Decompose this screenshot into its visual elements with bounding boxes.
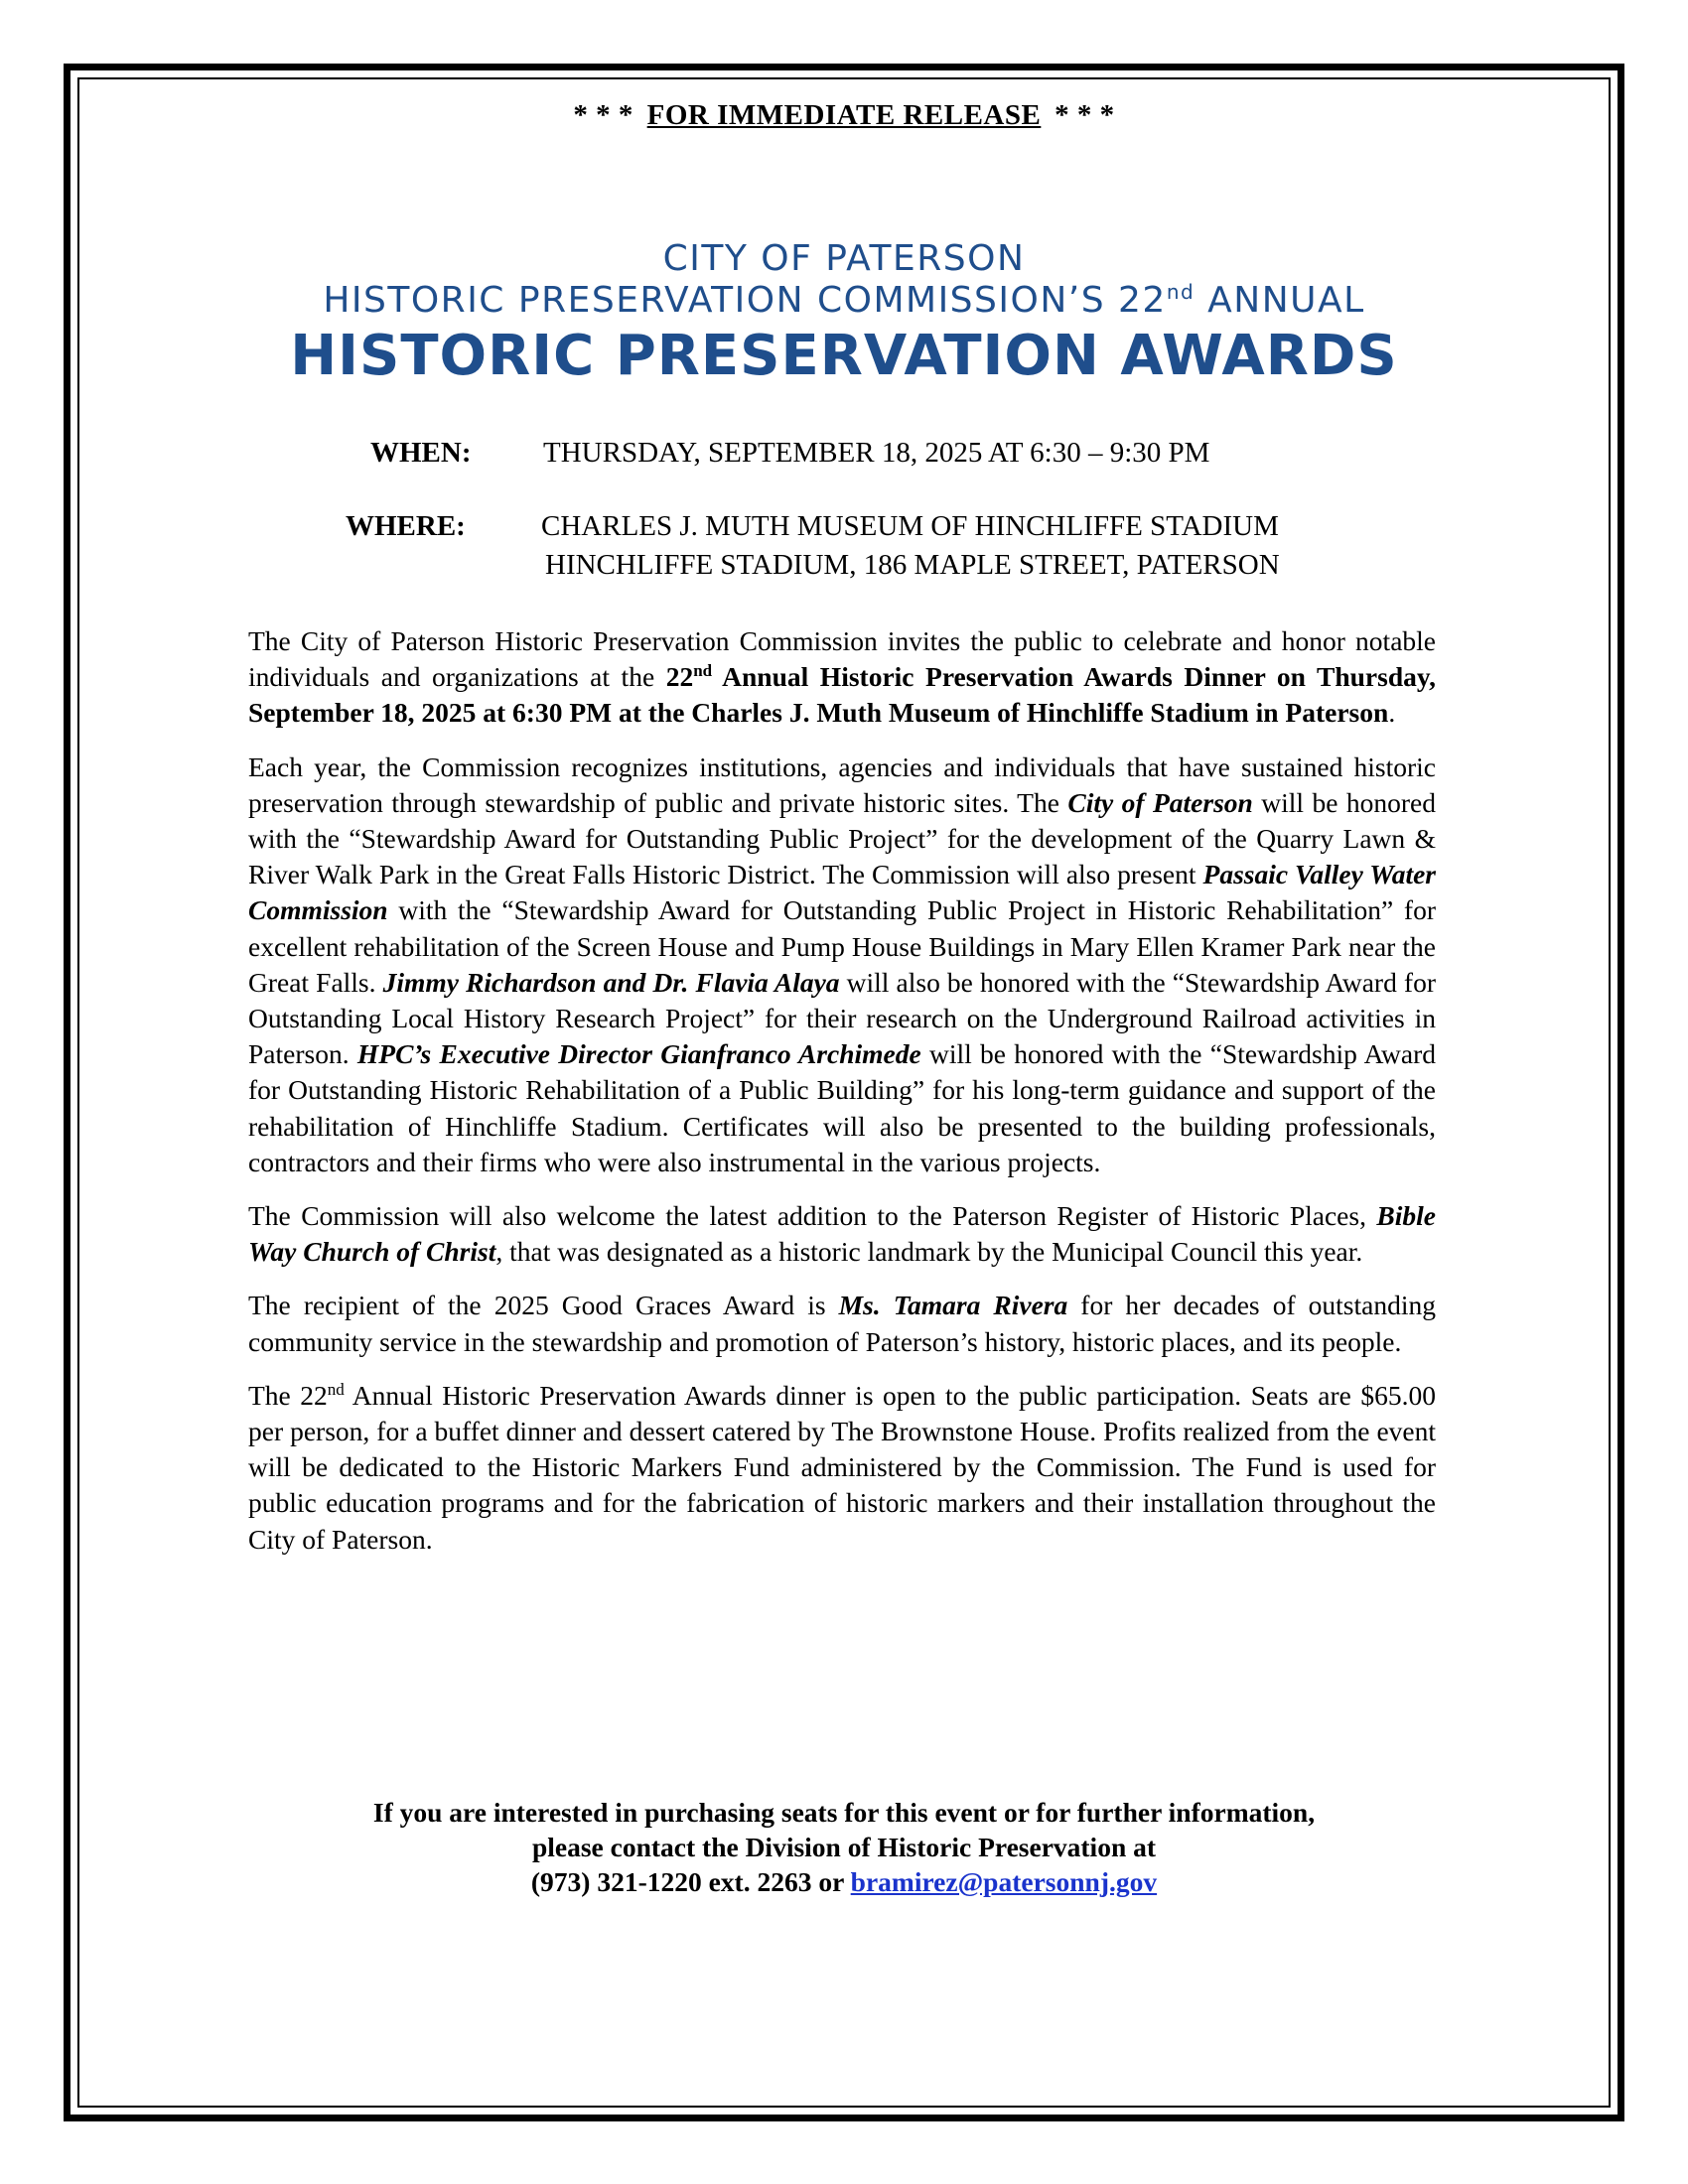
- where-label: WHERE:: [346, 510, 466, 542]
- title-commission-pre: HISTORIC PRESERVATION COMMISSION’S 22: [323, 280, 1167, 321]
- paragraph-invitation: The City of Paterson Historic Preservation Commission invites the public to celebrate and honor notable individuals and organizations at the 22nd Annual Historic Preservation Awards Dinner on Thursday, September 18, 2025 at 6:30 PM at the Charles J. Muth Museum of Hinchliffe Stadium in Paterson.: [248, 625, 1436, 729]
- honoree-pvwc: Passaic Valley Water Commission: [248, 859, 1436, 926]
- title-commission: [0, 280, 1688, 322]
- title-city: CITY OF PATERSON: [662, 238, 1026, 279]
- contact-email-link[interactable]: bramirez@patersonnj.gov: [850, 1866, 1158, 1897]
- contact-phone: (973) 321-1220 ext. 2263 or: [530, 1866, 851, 1897]
- title-awards: HISTORIC PRESERVATION AWARDS: [290, 324, 1398, 388]
- honoree-director: HPC’s Executive Director Gianfranco Archimede: [356, 1038, 921, 1070]
- where-line-2: HINCHLIFFE STADIUM, 186 MAPLE STREET, PATERSON: [545, 549, 1280, 581]
- when-label: WHEN:: [370, 437, 472, 469]
- contact-block: [0, 1795, 1688, 1899]
- body-text: [248, 623, 1436, 1575]
- where-line-1: CHARLES J. MUTH MUSEUM OF HINCHLIFFE STADIUM: [541, 510, 1279, 542]
- contact-line-3: [0, 1864, 1688, 1899]
- paragraph-good-graces: The recipient of the 2025 Good Graces Award is Ms. Tamara Rivera for her decades of outstanding community service in the stewardship and promotion of Paterson’s history, historic places, and its people.: [248, 1290, 1436, 1357]
- title-block: [0, 238, 1688, 391]
- release-header: [0, 99, 1688, 132]
- when-value: THURSDAY, SEPTEMBER 18, 2025 AT 6:30 – 9:30 PM: [543, 437, 1210, 469]
- title-commission-sup: nd: [1166, 280, 1196, 304]
- landmark-name: Bible Way Church of Christ: [248, 1200, 1436, 1268]
- title-commission-post: ANNUAL: [1195, 280, 1365, 321]
- paragraph-awards: Each year, the Commission recognizes institutions, agencies and individuals that have sustained historic preservation through stewardship of public and private historic sites. The City of Paterson will be honored with the “Stewardship Award for Outstanding Public Project” for the development of the Quarry Lawn & River Walk Park in the Great Falls Historic District. The Commission will also present Passaic Valley Water Commission with the “Stewardship Award for Outstanding Public Project in Historic Rehabilitation” for excellent rehabilitation of the Screen House and Pump House Buildings in Mary Ellen Kramer Park near the Great Falls. Jimmy Richardson and Dr. Flavia Alaya will also be honored with the “Stewardship Award for Outstanding Local History Research Project” for their research on the Underground Railroad activities in Paterson. HPC’s Executive Director Gianfranco Archimede will be honored with the “Stewardship Award for Outstanding Historic Rehabilitation of a Public Building” for his long-term guidance and support of the rehabilitation of Hinchliffe Stadium. Certificates will also be presented to the building professionals, contractors and their firms who were also instrumental in the various projects.: [248, 751, 1436, 1177]
- release-stars-right: * * *: [1055, 99, 1115, 131]
- honoree-researchers: Jimmy Richardson and Dr. Flavia Alaya: [382, 966, 840, 998]
- contact-line-2: please contact the Division of Historic Preservation at: [531, 1832, 1157, 1862]
- contact-line-1: If you are interested in purchasing seats for this event or for further information,: [372, 1797, 1316, 1828]
- paragraph-register: The Commission will also welcome the latest addition to the Paterson Register of Historic Places, Bible Way Church of Christ, that was designated as a historic landmark by the Municipal Council this year.: [248, 1200, 1436, 1268]
- invitation-bold: 22nd Annual Historic Preservation Awards Dinner on Thursday, September 18, 2025 at 6:30 PM at the Charles J. Muth Museum of Hinchliffe Stadium in Paterson: [248, 661, 1436, 729]
- release-stars-left: * * *: [573, 99, 633, 131]
- release-text: FOR IMMEDIATE RELEASE: [646, 99, 1042, 131]
- honoree-city: City of Paterson: [1067, 786, 1253, 818]
- good-graces-recipient: Ms. Tamara Rivera: [838, 1290, 1068, 1321]
- paragraph-dinner: The 22nd Annual Historic Preservation Awards dinner is open to the public participation. Seats are $65.00 per person, for a buffet dinner and dessert catered by The Brownstone House. Profits realized from the event will be dedicated to the Historic Markers Fund administered by the Commission. The Fund is used for public education programs and for the fabrication of historic markers and their installation throughout the City of Paterson.: [248, 1379, 1436, 1555]
